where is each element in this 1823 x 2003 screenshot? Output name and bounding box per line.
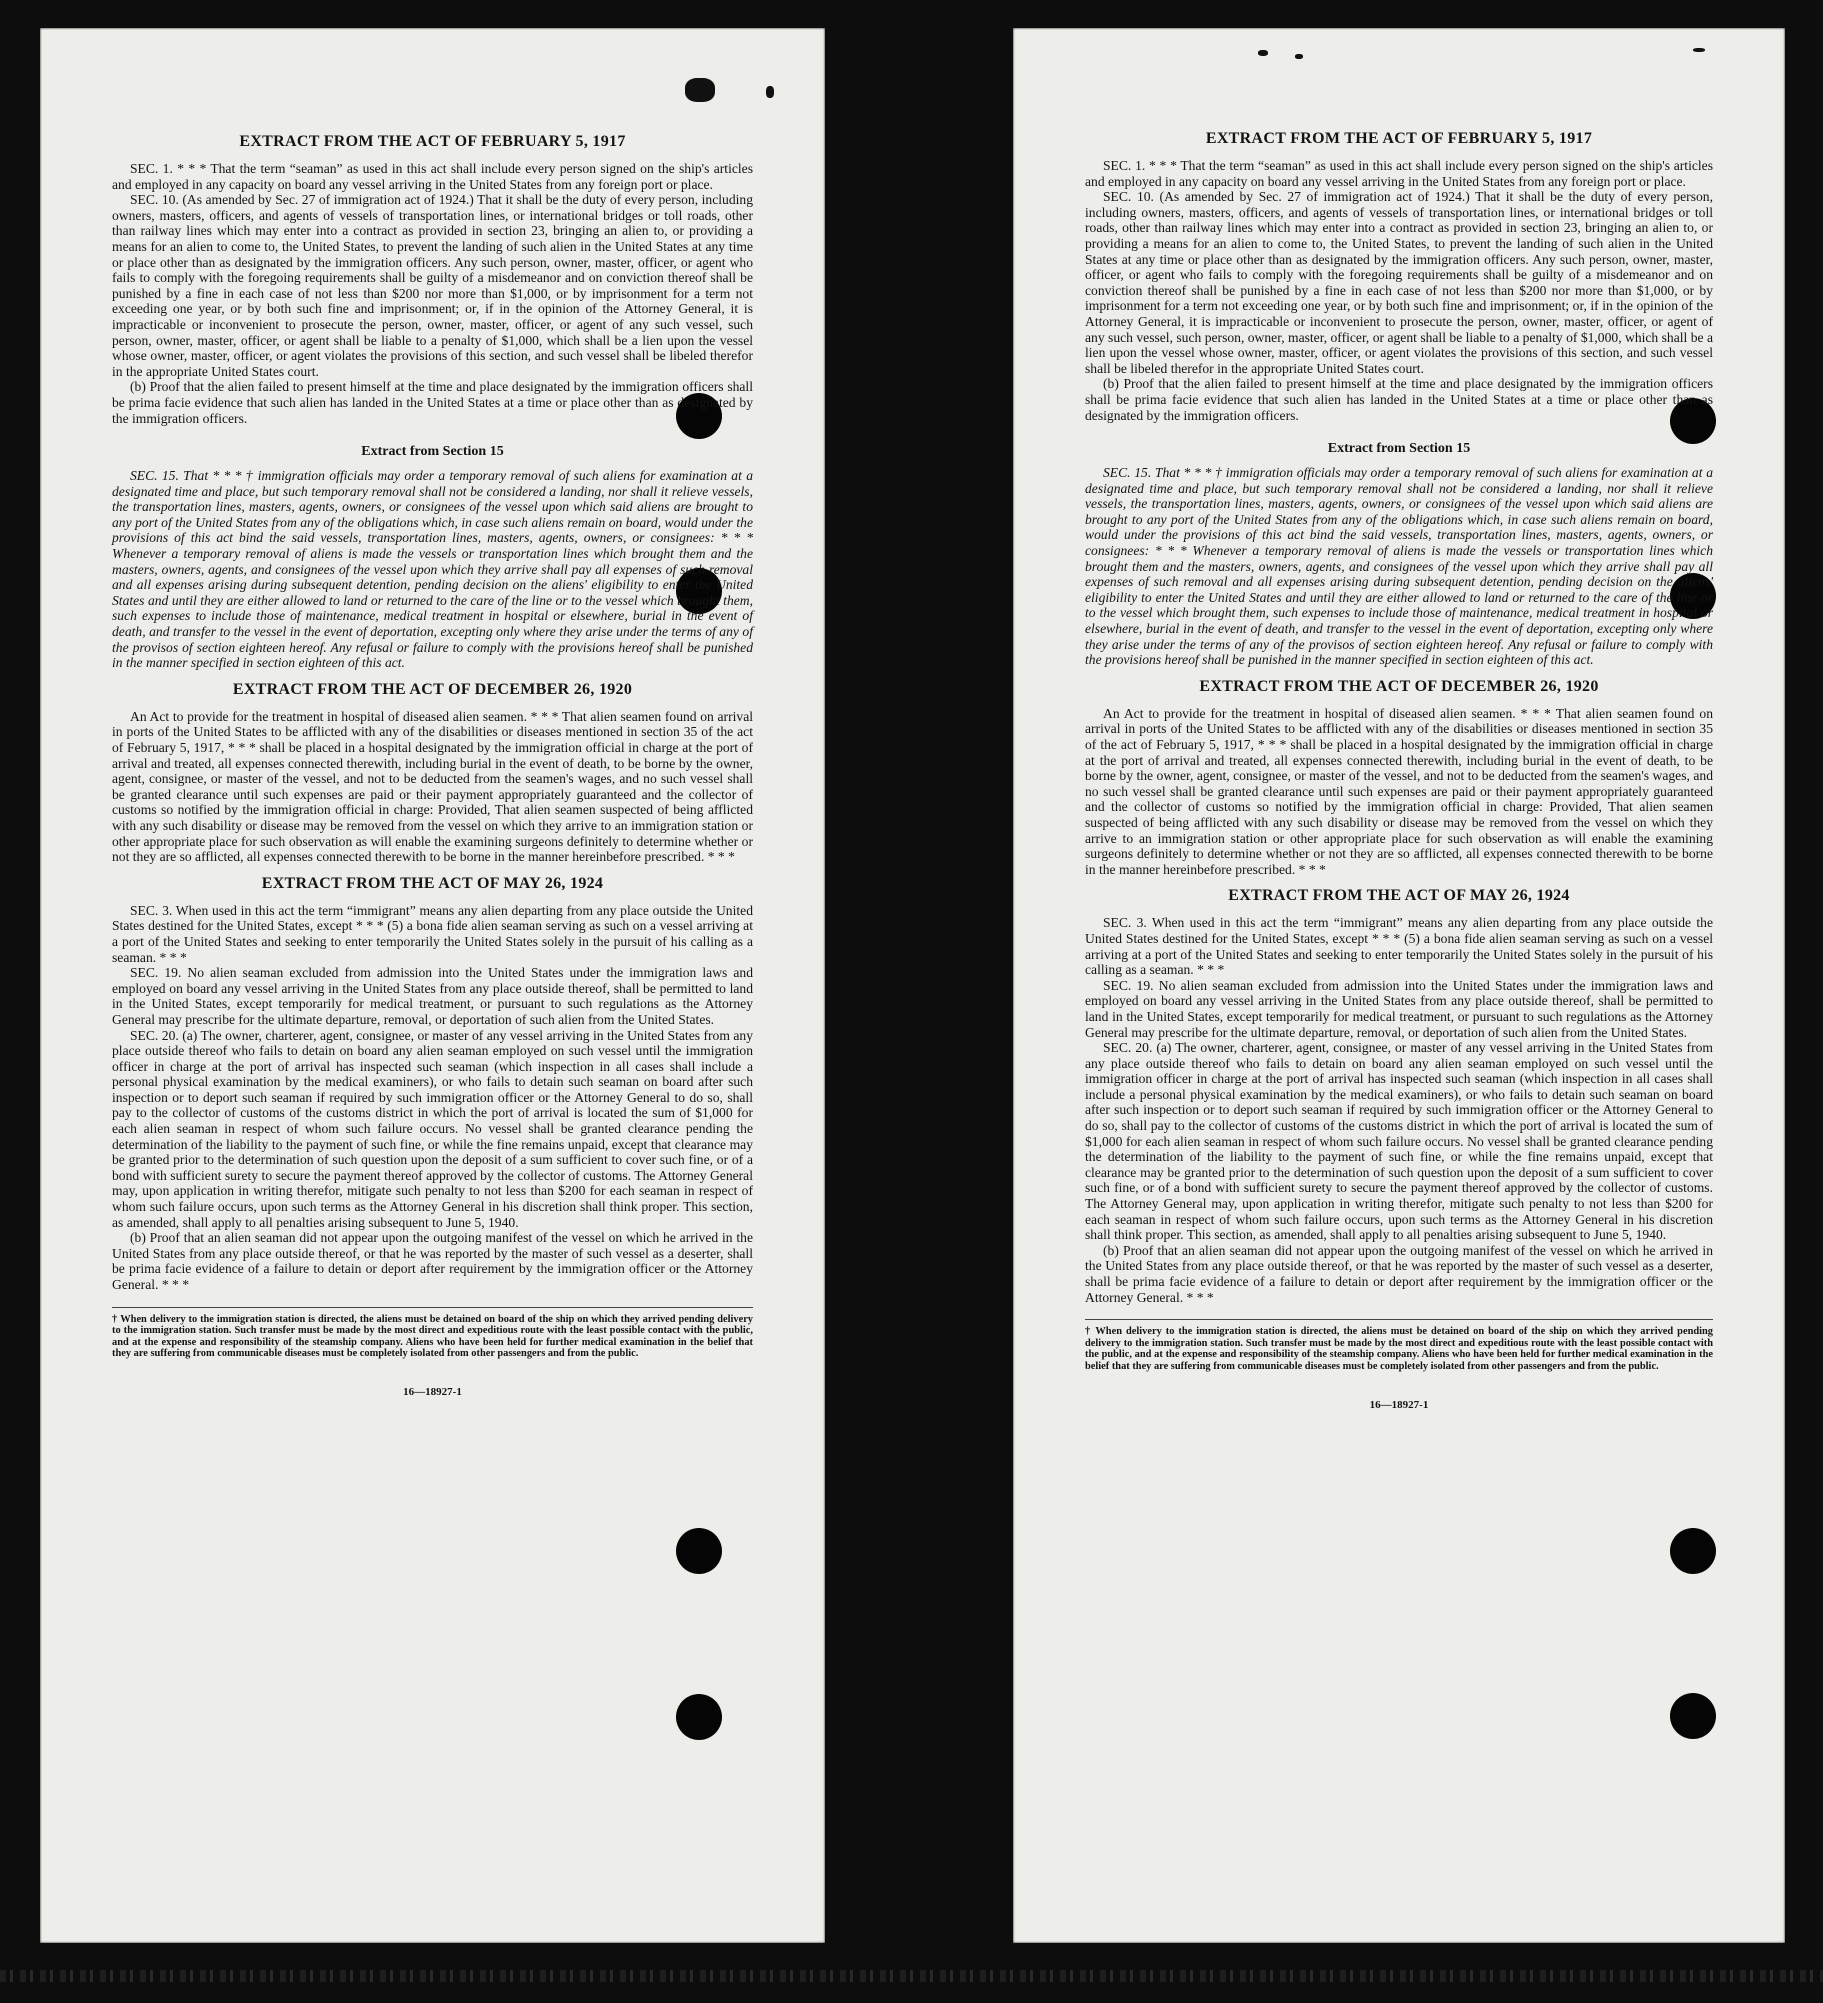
punch-hole [1670,1528,1716,1574]
ink-speck [1295,54,1303,59]
paragraph-sec-1: SEC. 1. * * * That the term “seaman” as used in this act shall include every person signed on the ship's articles and employed in any capacity on board any vessel arriving in the United States from any foreign port or place. [112,161,753,192]
paragraph-sec-20b: (b) Proof that an alien seaman did not appear upon the outgoing manifest of the vessel on which he arrived in the United States from any place outside thereof, or that he was reported by the master of such vessel as a deserter, shall be prima facie evidence of a failure to detain or deport after requirement by the immigration officer or the Attorney General. * * * [112,1230,753,1292]
ink-blot [685,78,715,102]
paragraph-sec-1: SEC. 1. * * * That the term “seaman” as used in this act shall include every person signed on the ship's articles and employed in any capacity on board any vessel arriving in the United States from any foreign port or place. [1085,158,1713,189]
heading-act-1917: EXTRACT FROM THE ACT OF FEBRUARY 5, 1917 [239,133,626,150]
footnote: † When delivery to the immigration station is directed, the aliens must be detained on board of the ship on which they arrived pending delivery to the immigration station. Such transfer must be made by the most direct and expeditious route with the least possible contact with the public, and at the expense and responsibility of the steamship company. Aliens who have been held for further medical examination in the belief that they are suffering from communicable diseases must be completely isolated from other passengers and from the public. [112,1307,753,1360]
paragraph-act-1920: An Act to provide for the treatment in hospital of diseased alien seamen. * * * That alien seamen found on arrival in ports of the United States to be afflicted with any of the disabilities or diseases mentioned in section 35 of the act of February 5, 1917, * * * shall be placed in a hospital designated by the immigration official in charge at the port of arrival and treated, all expenses connected therewith, including burial in the event of death, to be borne by the owner, agent, consignee, or master of the vessel, and not to be deducted from the seamen's wages, and no such vessel shall be granted clearance until such expenses are paid or their payment appropriately guaranteed and the collector of customs so notified by the immigration official in charge: Provided, That alien seamen suspected of being afflicted with any such disability or disease may be removed from the vessel on which they arrive to an immigration station or other appropriate place for such observation as will enable the examining surgeons definitely to determine whether or not they are so afflicted, all expenses connected therewith to be borne in the manner hereinbefore prescribed. * * * [1085,705,1713,877]
paragraph-sec-19: SEC. 19. No alien seaman excluded from admission into the United States under the immigration laws and employed on board any vessel arriving in the United States from any place outside thereof, shall be permitted to land in the United States, except temporarily for medical treatment, or pursuant to such regulations as the Attorney General may prescribe for the ultimate departure, removal, or deportation of such alien from the United States. [112,965,753,1027]
ink-blot [766,86,774,98]
document-text [1085,120,1713,1411]
paragraph-sec-3: SEC. 3. When used in this act the term “immigrant” means any alien departing from any place outside the United States destined for the United States, except * * * (5) a bona fide alien seaman serving as such on a vessel arriving at a port of the United States and seeking to enter temporarily the United States solely in the pursuit of his calling as a seaman. * * * [112,902,753,965]
form-number: 16—18927-1 [1369,1398,1429,1411]
paragraph-sec-10: SEC. 10. (As amended by Sec. 27 of immigration act of 1924.) That it shall be the duty of every person, including owners, masters, officers, and agents of vessels of transportation lines, or international bridges or toll roads, other than railway lines which may enter into a contract as provided in section 23, bringing an alien to, or providing a means for an alien to come to, the United States, to prevent the landing of such alien in the United States at any time or place other than as designated by the immigration officers. Any such person, owner, master, officer, or agent who fails to comply with the foregoing requirements shall be guilty of a misdemeanor and on conviction thereof shall be punished by a fine in each case of not less than $200 nor more than $1,000, or by imprisonment for a term not exceeding one year, or by both such fine and imprisonment; or, if in the opinion of the Attorney General, it is impracticable or inconvenient to prosecute the person, owner, master, officer, or agent of any such vessel, such person, owner, master, officer, or agent shall be liable to a penalty of $1,000, which shall be a lien upon the vessel whose owner, master, officer, or agent violates the provisions of this section, and such vessel shall be libeled therefor in the appropriate United States court. [112,192,753,379]
heading-act-1924: EXTRACT FROM THE ACT OF MAY 26, 1924 [1228,887,1570,905]
paragraph-sec-10b: (b) Proof that the alien failed to present himself at the time and place designated by the immigration officers shall be prima facie evidence that such alien has landed in the United States at a time or place other than as designated by the immigration officers. [1085,376,1713,423]
paragraph-sec-20: SEC. 20. (a) The owner, charterer, agent, consignee, or master of any vessel arriving in the United States from any place outside thereof who fails to detain on board any alien seaman employed on such vessel until the immigration officer in charge at the port of arrival has inspected such seaman (which inspection in all cases shall include a personal physical examination by the medical examiners), or who fails to detain such seaman on board after such inspection or to deport such seaman if required by such immigration officer or the Attorney General to do so, shall pay to the collector of customs of the customs district in which the port of arrival is located the sum of $1,000 for each alien seaman in respect of whom such failure occurs. No vessel shall be granted clearance pending the determination of the liability to the payment of such fine, or while the fine remains unpaid, except that clearance may be granted prior to the determination of such question upon the deposit of a sum sufficient to cover such fine, or of a bond with sufficient surety to secure the payment thereof approved by the collector of customs. The Attorney General may, upon application in writing therefor, mitigate such penalty to not less than $200 for each seaman in respect of whom such failure occurs, upon such terms as the Attorney General in his discretion shall think proper. This section, as amended, shall apply to all penalties arising subsequent to June 5, 1940. [1085,1040,1713,1243]
subheading-section-15: Extract from Section 15 [1327,441,1471,457]
paragraph-sec-20b: (b) Proof that an alien seaman did not appear upon the outgoing manifest of the vessel on which he arrived in the United States from any place outside thereof, or that he was reported by the master of such vessel as a deserter, shall be prima facie evidence of a failure to detain or deport after requirement by the immigration officer or the Attorney General. * * * [1085,1242,1713,1305]
scan-edge-strip [0,1970,1823,1982]
document-page-left [40,28,825,1943]
heading-act-1917: EXTRACT FROM THE ACT OF FEBRUARY 5, 1917 [1205,130,1593,147]
heading-act-1920: EXTRACT FROM THE ACT OF DECEMBER 26, 1920 [1199,677,1599,695]
document-page-right [1013,28,1785,1943]
ink-speck [1693,48,1705,52]
paragraph-sec-10b: (b) Proof that the alien failed to present himself at the time and place designated by the immigration officers shall be prima facie evidence that such alien has landed in the United States at a time or place other than as designated by the immigration officers. [112,379,753,426]
paragraph-sec-10: SEC. 10. (As amended by Sec. 27 of immigration act of 1924.) That it shall be the duty of every person, including owners, masters, officers, and agents of vessels of transportation lines, or international bridges or toll roads, other than railway lines which may enter into a contract as provided in section 23, bringing an alien to, or providing a means for an alien to come to, the United States, to prevent the landing of such alien in the United States at any time or place other than as designated by the immigration officers. Any such person, owner, master, officer, or agent who fails to comply with the foregoing requirements shall be guilty of a misdemeanor and on conviction thereof shall be punished by a fine in each case of not less than $200 nor more than $1,000, or by imprisonment for a term not exceeding one year, or by both such fine and imprisonment; or, if in the opinion of the Attorney General, it is impracticable or inconvenient to prosecute the person, owner, master, officer, or agent of any such vessel, such person, owner, master, officer, or agent shall be liable to a penalty of $1,000, which shall be a lien upon the vessel whose owner, master, officer, or agent violates the provisions of this section, and such vessel shall be libeled therefor in the appropriate United States court. [1085,189,1713,376]
heading-act-1920: EXTRACT FROM THE ACT OF DECEMBER 26, 1920 [232,680,633,698]
form-number: 16—18927-1 [403,1385,462,1398]
document-text [112,123,753,1398]
footnote: † When delivery to the immigration station is directed, the aliens must be detained on board of the ship on which they arrived pending delivery to the immigration station. Such transfer must be made by the most direct and expeditious route with the least possible contact with the public, and at the expense and responsibility of the steamship company. Aliens who have been held for further medical examination in the belief that they are suffering from communicable diseases must be completely isolated from other passengers and from the public. [1085,1319,1713,1372]
subheading-section-15: Extract from Section 15 [361,444,504,460]
punch-hole [1670,1693,1716,1739]
punch-hole [676,1694,722,1740]
heading-act-1924: EXTRACT FROM THE ACT OF MAY 26, 1924 [261,874,604,892]
paragraph-sec-15: SEC. 15. That * * * † immigration officials may order a temporary removal of such aliens for examination at a designated time and place, but such temporary removal shall not be considered a landing, nor shall it relieve vessels, the transportation lines, masters, agents, owners, or consignees of the vessel upon which said aliens are brought to any port of the United States from any of the obligations which, in case such aliens remain on board, would under the provisions of this act bind the said vessels, transportation lines, masters, agents, owners, or consignees: * * * Whenever a temporary removal of aliens is made the vessels or transportation lines which brought them and the masters, owners, agents, and consignees of the vessel upon which they arrive shall pay all expenses of such removal and all expenses arising during subsequent detention, pending decision on the aliens' eligibility to enter the United States and until they are either allowed to land or returned to the care of the line or to the vessel which brought them, such expenses to include those of maintenance, medical treatment in hospital or elsewhere, burial in the event of death, and transfer to the vessel in the event of deportation, excepting only where they arise under the terms of any of the provisos of section eighteen hereof. Any refusal or failure to comply with the provisions hereof shall be punished in the manner specified in section eighteen of this act. [112,468,753,671]
paragraph-sec-19: SEC. 19. No alien seaman excluded from admission into the United States under the immigration laws and employed on board any vessel arriving in the United States from any place outside thereof, shall be permitted to land in the United States, except temporarily for medical treatment, or pursuant to such regulations as the Attorney General may prescribe for the ultimate departure, removal, or deportation of such alien from the United States. [1085,977,1713,1040]
punch-hole [676,1528,722,1574]
paragraph-sec-20: SEC. 20. (a) The owner, charterer, agent, consignee, or master of any vessel arriving in the United States from any place outside thereof who fails to detain on board any alien seaman employed on such vessel until the immigration officer in charge at the port of arrival has inspected such seaman (which inspection in all cases shall include a personal physical examination by the medical examiners), or who fails to detain such seaman on board after such inspection or to deport such seaman if required by such immigration officer or the Attorney General to do so, shall pay to the collector of customs of the customs district in which the port of arrival is located the sum of $1,000 for each alien seaman in respect of whom such failure occurs. No vessel shall be granted clearance pending the determination of the liability to the payment of such fine, or while the fine remains unpaid, except that clearance may be granted prior to the determination of such question upon the deposit of a sum sufficient to cover such fine, or of a bond with sufficient surety to secure the payment thereof approved by the collector of customs. The Attorney General may, upon application in writing therefor, mitigate such penalty to not less than $200 for each seaman in respect of whom such failure occurs, upon such terms as the Attorney General in his discretion shall think proper. This section, as amended, shall apply to all penalties arising subsequent to June 5, 1940. [112,1027,753,1230]
paragraph-sec-15: SEC. 15. That * * * † immigration officials may order a temporary removal of such aliens for examination at a designated time and place, but such temporary removal shall not be considered a landing, nor shall it relieve vessels, the transportation lines, masters, agents, owners, or consignees of the vessel upon which said aliens are brought to any port of the United States from any of the obligations which, in case such aliens remain on board, would under the provisions of this act bind the said vessels, transportation lines, masters, agents, owners, or consignees: * * * Whenever a temporary removal of aliens is made the vessels or transportation lines which brought them and the masters, owners, agents, and consignees of the vessel upon which they arrive shall pay all expenses of such removal and all expenses arising during subsequent detention, pending decision on the aliens' eligibility to enter the United States and until they are either allowed to land or returned to the care of the line or to the vessel which brought them, such expenses to include those of maintenance, medical treatment in hospital or elsewhere, burial in the event of death, and transfer to the vessel in the event of deportation, excepting only where they arise under the terms of any of the provisos of section eighteen hereof. Any refusal or failure to comply with the provisions hereof shall be punished in the manner specified in section eighteen of this act. [1085,465,1713,668]
paragraph-act-1920: An Act to provide for the treatment in hospital of diseased alien seamen. * * * That alien seamen found on arrival in ports of the United States to be afflicted with any of the disabilities or diseases mentioned in section 35 of the act of February 5, 1917, * * * shall be placed in a hospital designated by the immigration official in charge at the port of arrival and treated, all expenses connected therewith, including burial in the event of death, to be borne by the owner, agent, consignee, or master of the vessel, and not to be deducted from the seamen's wages, and no such vessel shall be granted clearance until such expenses are paid or their payment appropriately guaranteed and the collector of customs so notified by the immigration official in charge: Provided, That alien seamen suspected of being afflicted with any such disability or disease may be removed from the vessel on which they arrive to an immigration station or other appropriate place for such observation as will enable the examining surgeons definitely to determine whether or not they are so afflicted, all expenses connected therewith to be borne in the manner hereinbefore prescribed. * * * [112,708,753,865]
paragraph-sec-3: SEC. 3. When used in this act the term “immigrant” means any alien departing from any place outside the United States destined for the United States, except * * * (5) a bona fide alien seaman serving as such on a vessel arriving at a port of the United States and seeking to enter temporarily the United States solely in the pursuit of his calling as a seaman. * * * [1085,915,1713,978]
ink-speck [1258,50,1268,56]
